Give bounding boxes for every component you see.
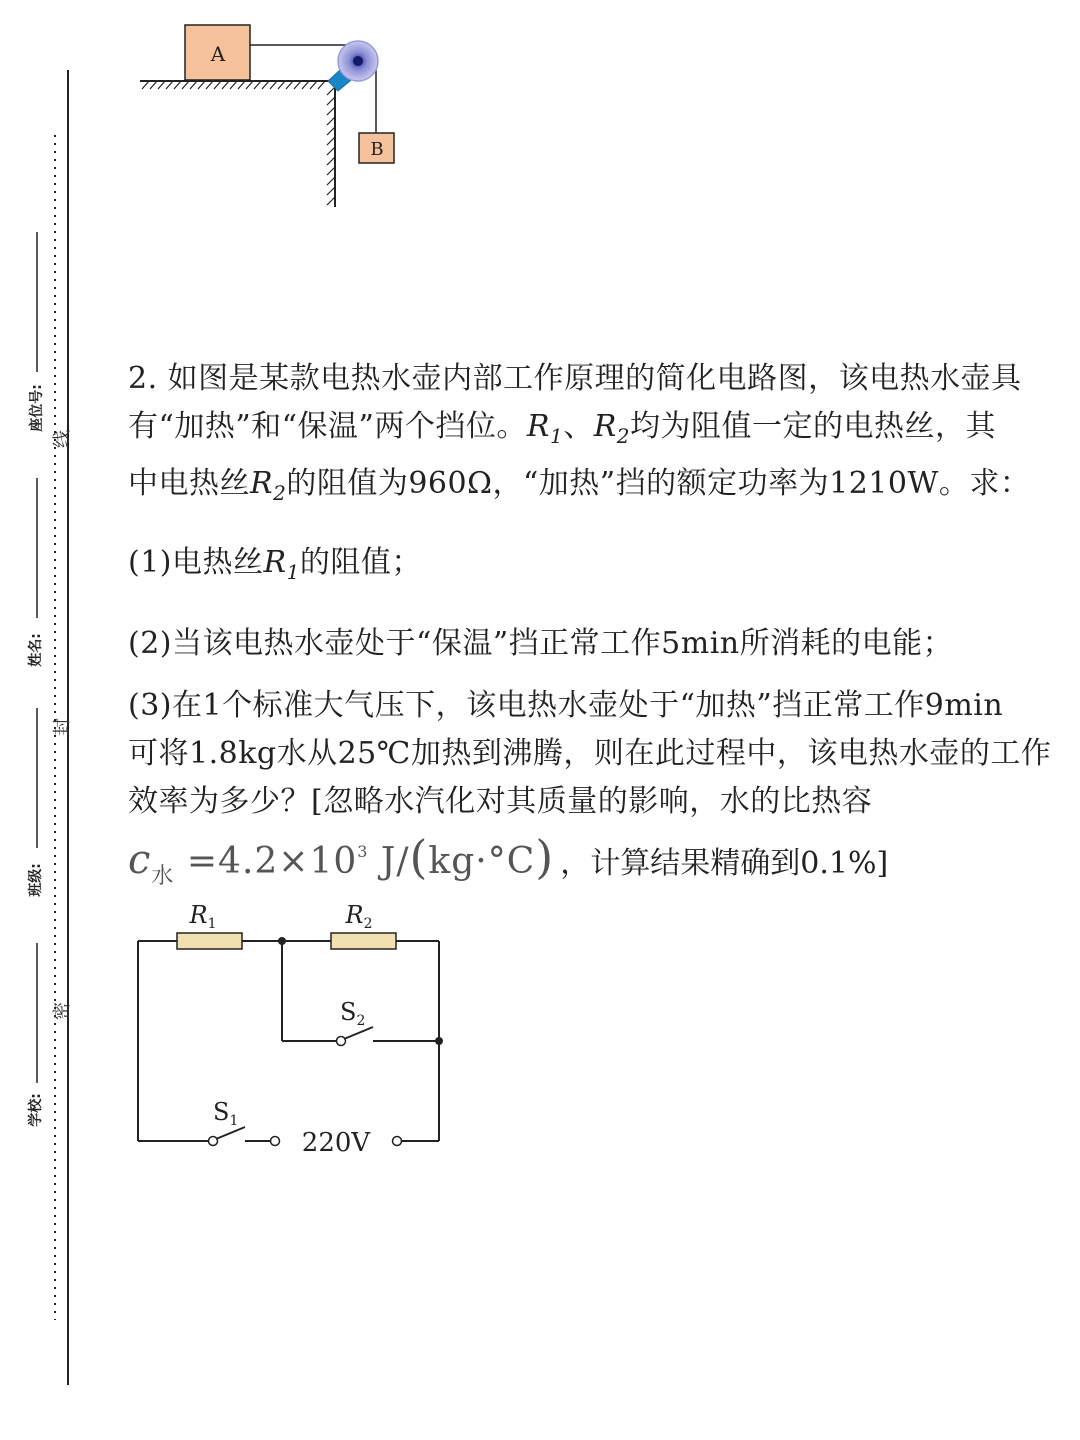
formula-value: =4.2×10 xyxy=(186,841,358,882)
question-2 xyxy=(128,355,1058,890)
symbol-r1: R xyxy=(526,409,550,444)
formula-c-sub: 水 xyxy=(151,864,175,889)
question-stem-2a: 有“加热”和“保温”两个挡位。 xyxy=(128,409,527,444)
r2-label xyxy=(345,901,373,932)
question-stem-3b: 的阻值为960Ω，“加热”挡的额定功率为1210W。求： xyxy=(286,466,1031,501)
formula-tail: ，计算结果精确到0.1%] xyxy=(560,846,889,881)
part-1 xyxy=(128,539,1058,596)
seal-char-line: 线 xyxy=(52,430,73,448)
junction-right xyxy=(435,1037,443,1045)
part-1-pre: (1)电热丝 xyxy=(128,545,264,580)
switch-s1-contact xyxy=(209,1137,218,1146)
part-3-line-2: 可将1.8kg水从25℃加热到沸腾，则在此过程中，该电热水壶的工作 xyxy=(128,736,1052,771)
symbol-r2: R xyxy=(593,409,617,444)
r1-label-sub: 1 xyxy=(207,916,217,932)
circuit-svg xyxy=(125,895,465,1165)
circuit-diagram xyxy=(125,895,465,1169)
switch-s2-contact xyxy=(337,1037,346,1046)
block-b-label: B xyxy=(370,139,384,160)
seal-char-seal: 封 xyxy=(52,718,73,736)
r2-label-main: R xyxy=(345,901,364,929)
r2-label-sub: 2 xyxy=(363,916,373,932)
block-a-label: A xyxy=(210,42,226,66)
terminal-right xyxy=(393,1137,402,1146)
binding-margin xyxy=(0,0,80,1440)
formula-unit-pre: J/ xyxy=(380,841,410,882)
resistor-r1 xyxy=(177,933,242,949)
part-3-line-3: 效率为多少？[忽略水汽化对其质量的影响，水的比热容 xyxy=(128,784,873,819)
question-stem-2b: 均为阻值一定的电热丝，其 xyxy=(630,409,997,444)
terminal-left xyxy=(271,1137,280,1146)
r1-label-main: R xyxy=(189,901,208,929)
r1-label xyxy=(189,901,217,932)
question-stem-3a: 中电热丝 xyxy=(128,466,250,501)
part-3-line-1: (3)在1个标准大气压下，该电热水壶处于“加热”挡正常工作9min xyxy=(128,688,1004,723)
symbol-r1-part1-sub: 1 xyxy=(286,560,300,584)
formula-paren-open: ( xyxy=(409,830,429,884)
formula-c: c xyxy=(128,837,152,883)
s2-label xyxy=(340,998,365,1029)
part-2: (2)当该电热水壶处于“保温”挡正常工作5min所消耗的电能； xyxy=(128,626,954,661)
name-label: 姓名: xyxy=(27,633,44,667)
formula-line xyxy=(128,830,1058,890)
s2-label-sub: 2 xyxy=(356,1013,366,1029)
pulley-figure xyxy=(130,15,410,219)
wall-hatching xyxy=(327,87,335,205)
school-label: 学校: xyxy=(27,1093,44,1127)
s1-label xyxy=(213,1098,238,1129)
part-1-post: 的阻值； xyxy=(299,545,422,580)
seal-char-secret: 密 xyxy=(52,1002,73,1020)
symbol-r2-sub: 2 xyxy=(616,424,631,448)
seat-label: 座位号: xyxy=(28,384,45,432)
question-stem-1: 如图是某款电热水壶内部工作原理的简化电路图，该电热水壶具 xyxy=(167,361,1022,396)
symbol-r2-line3: R xyxy=(250,466,274,501)
specific-heat-formula xyxy=(128,830,554,890)
symbol-r1-sub: 1 xyxy=(549,424,564,448)
table-hatching xyxy=(142,81,325,89)
formula-unit-mid: kg·°C xyxy=(428,841,536,882)
separator: 、 xyxy=(563,409,594,444)
pulley-axle xyxy=(353,56,363,66)
question-line-1 xyxy=(128,355,1058,403)
class-label: 班级: xyxy=(27,863,44,897)
question-line-3 xyxy=(128,460,1058,517)
resistor-r2 xyxy=(331,933,396,949)
s1-label-main: S xyxy=(213,1098,230,1126)
question-number: 2. xyxy=(128,361,158,396)
formula-exponent: 3 xyxy=(357,842,369,861)
question-line-2 xyxy=(128,403,1058,460)
s2-label-main: S xyxy=(340,998,357,1026)
voltage-label: 220V xyxy=(301,1128,371,1158)
formula-paren-close: ) xyxy=(535,830,555,884)
symbol-r2-line3-sub: 2 xyxy=(273,481,287,505)
symbol-r1-part1: R xyxy=(263,545,287,580)
pulley-figure-svg xyxy=(130,15,410,215)
s1-label-sub: 1 xyxy=(229,1113,239,1129)
